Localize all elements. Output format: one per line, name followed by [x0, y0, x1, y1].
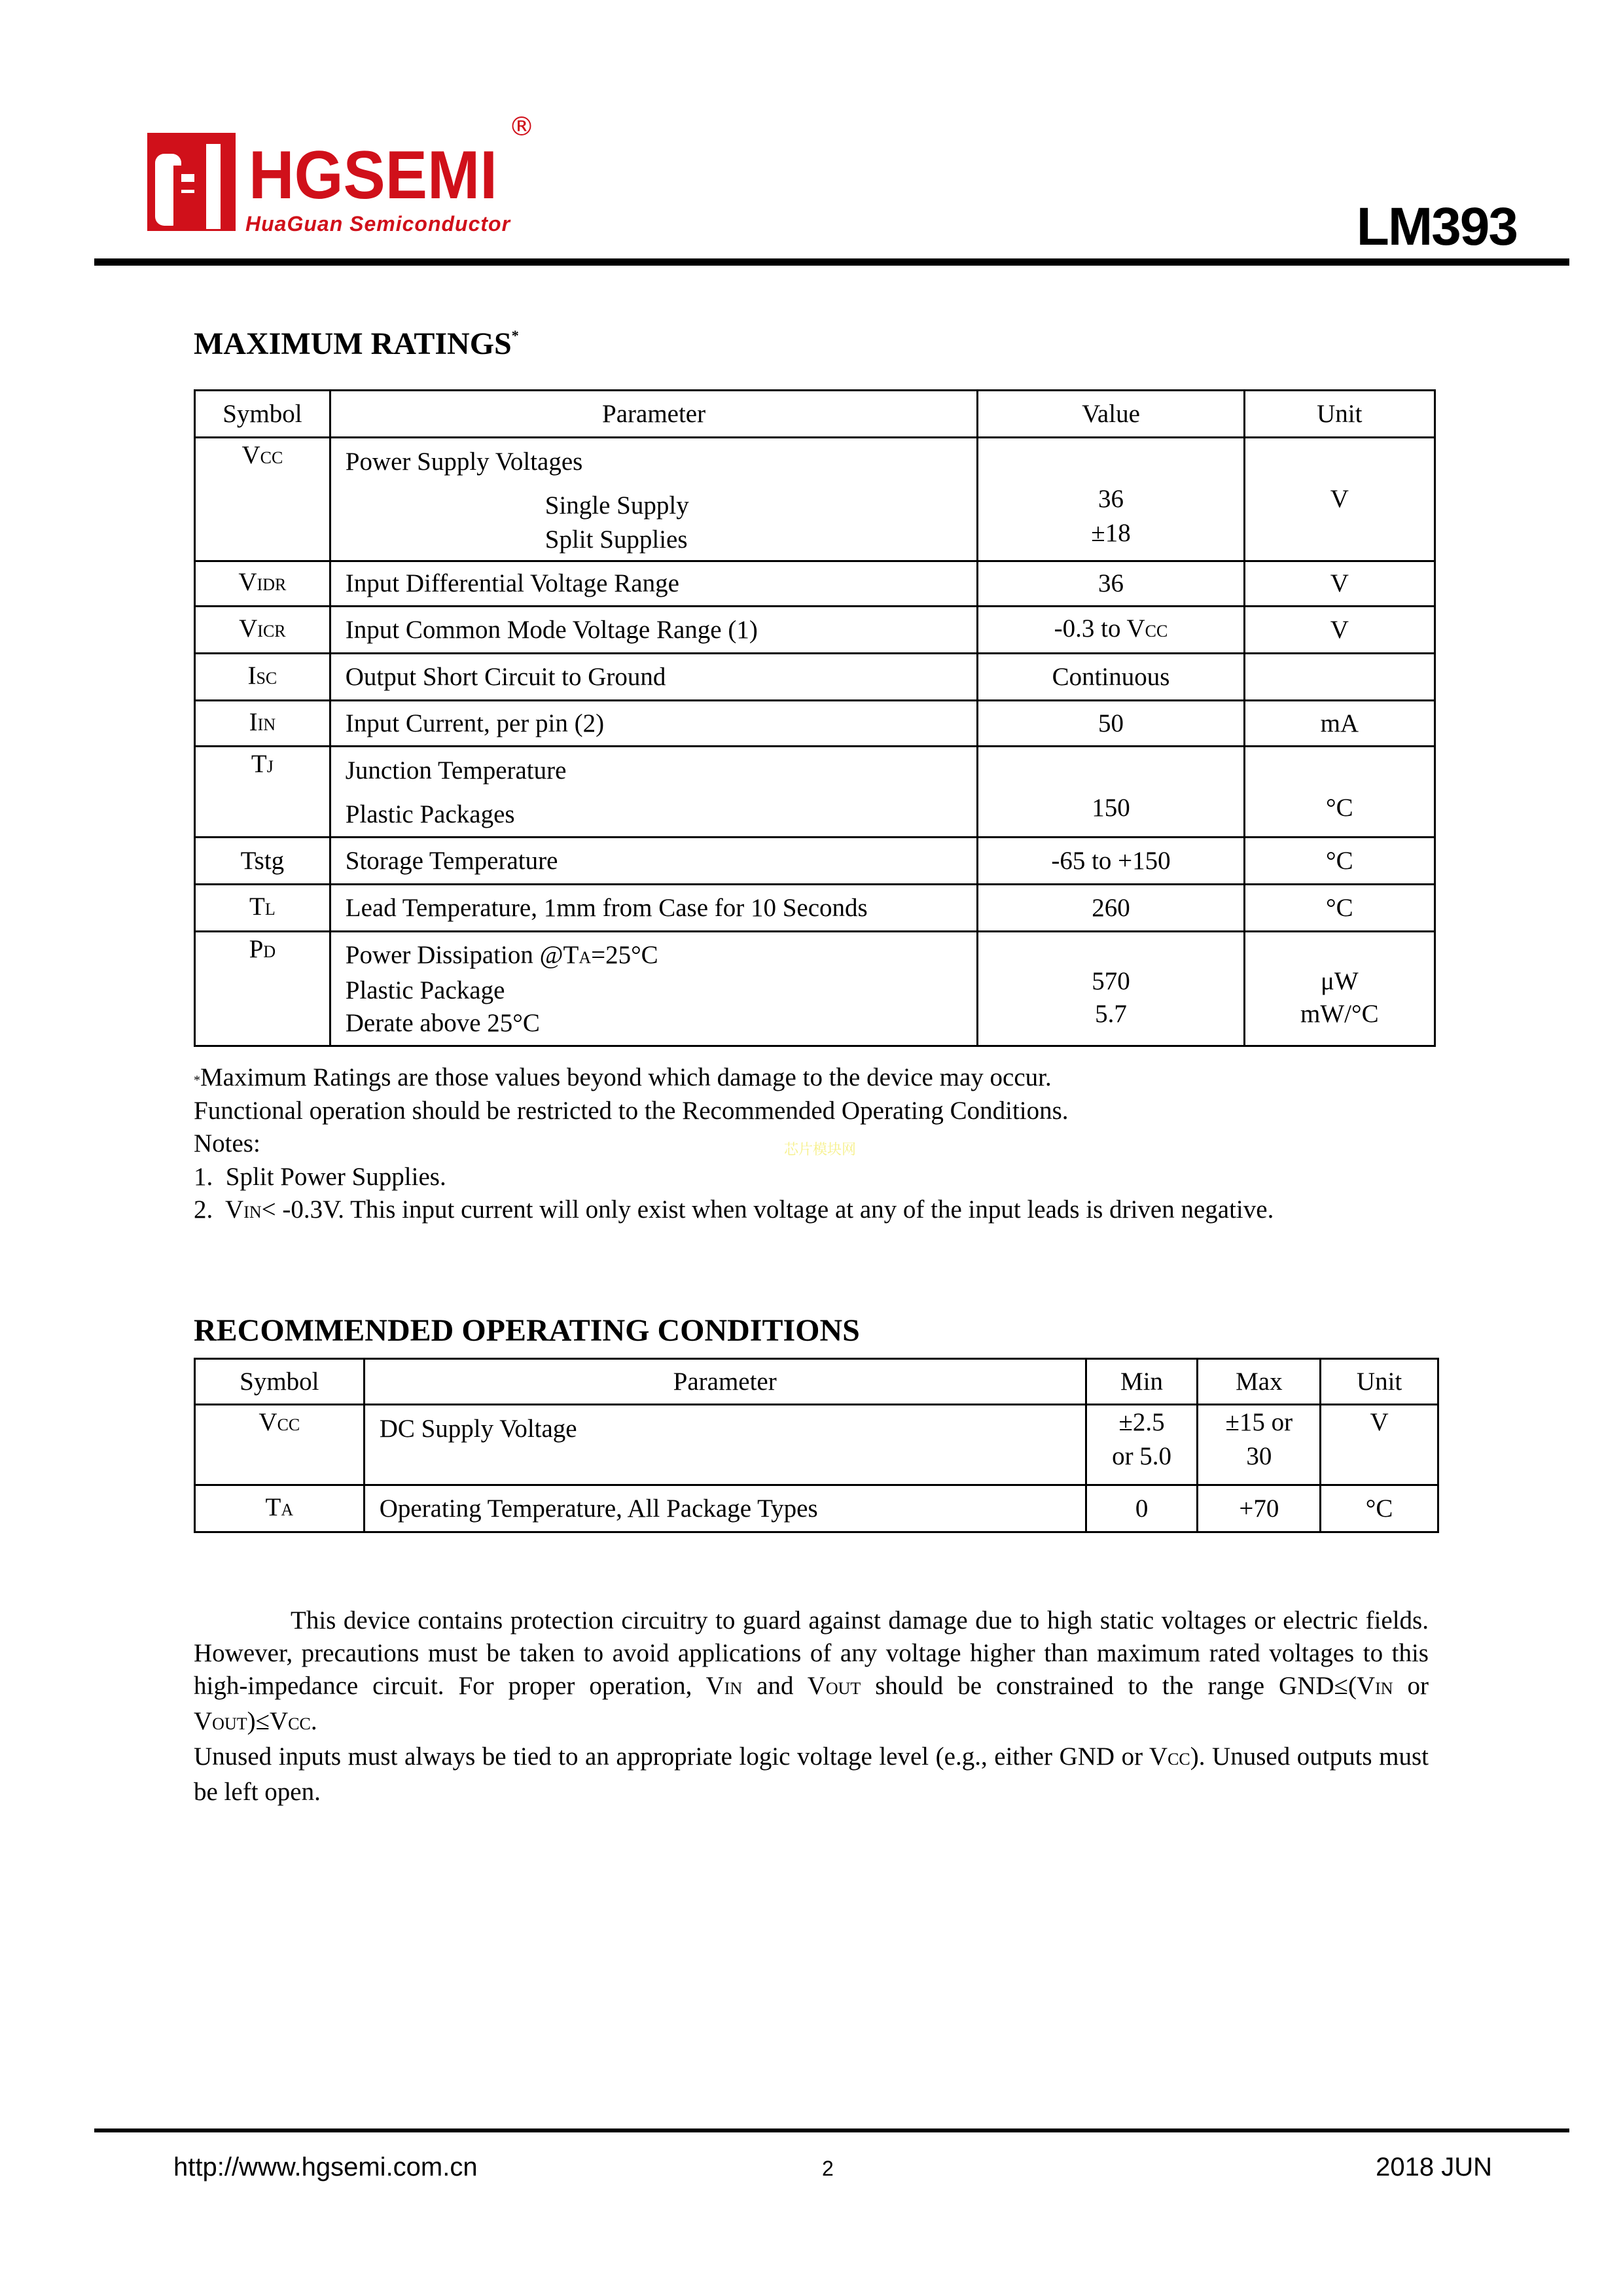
paragraph-unused-io — [194, 1740, 1429, 1809]
paragraph-text: . — [310, 1707, 317, 1735]
parameter-cell: Output Short Circuit to Ground — [330, 654, 978, 701]
paragraph-text: )≤V — [247, 1707, 289, 1735]
unit-cell: °C — [1321, 1485, 1438, 1532]
unit-cell: °C — [1244, 747, 1435, 838]
max-cell: +70 — [1198, 1485, 1321, 1532]
table-row — [195, 838, 1435, 885]
table-row — [195, 1485, 1438, 1532]
value-cell: 260 — [978, 885, 1244, 932]
paragraph-text: Unused inputs must always be tied to an appropriate logic voltage level (e.g., either GND or V — [194, 1742, 1168, 1771]
subscript-text: OUT — [825, 1679, 861, 1698]
table-row — [195, 654, 1435, 701]
unit-cell: °C — [1244, 838, 1435, 885]
parameter-cell: Power Dissipation @TA=25°C Plastic Package Derate above 25°C — [330, 932, 978, 1046]
footer-url[interactable]: http://www.hgsemi.com.cn — [173, 2153, 478, 2181]
symbol-cell: VICR — [195, 607, 330, 654]
table-row — [195, 885, 1435, 932]
table-header-row — [195, 1359, 1438, 1405]
subscript-text: IN — [724, 1679, 743, 1698]
part-number: LM393 — [1356, 197, 1517, 256]
footnote: Functional operation should be restricted to the Recommended Operating Conditions. — [194, 1096, 1069, 1125]
value-cell: -65 to +150 — [978, 838, 1244, 885]
value-cell: 150 — [978, 747, 1244, 838]
parameter-cell: DC Supply Voltage — [364, 1405, 1086, 1485]
parameter-cell: Input Common Mode Voltage Range (1) — [330, 607, 978, 654]
svg-text:HGSEMI: HGSEMI — [249, 137, 497, 213]
parameter-cell: Power Supply Voltages Single Supply Split Supplies — [330, 438, 978, 561]
column-header: Min — [1086, 1359, 1198, 1405]
value-cell: -0.3 to VCC — [978, 607, 1244, 654]
hgsemi-logo — [147, 115, 540, 239]
parameter-cell: Input Current, per pin (2) — [330, 701, 978, 747]
symbol-cell: VCC — [195, 1405, 365, 1485]
value-cell: 36 — [978, 561, 1244, 607]
value-cell: Continuous — [978, 654, 1244, 701]
unit-cell: V — [1321, 1405, 1438, 1485]
table-row — [195, 747, 1435, 838]
subscript-text: CC — [288, 1714, 311, 1733]
paragraph-text: and V — [742, 1672, 826, 1700]
page-number: 2 — [822, 2157, 834, 2180]
header-rule — [94, 258, 1569, 266]
unit-cell — [1244, 654, 1435, 701]
column-header: Unit — [1244, 391, 1435, 438]
parameter-cell: Junction Temperature Plastic Packages — [330, 747, 978, 838]
table-header-row — [195, 391, 1435, 438]
symbol-cell: TJ — [195, 747, 330, 838]
unit-cell: V — [1244, 438, 1435, 561]
table-row — [195, 1405, 1438, 1485]
symbol-cell: VCC — [195, 438, 330, 561]
parameter-cell: Operating Temperature, All Package Types — [364, 1485, 1086, 1532]
notes — [194, 1061, 1274, 1229]
recommended-title: RECOMMENDED OPERATING CONDITIONS — [194, 1313, 860, 1348]
parameter-cell: Input Differential Voltage Range — [330, 561, 978, 607]
note-1: 1. Split Power Supplies. — [194, 1162, 446, 1191]
symbol-cell: TL — [195, 885, 330, 932]
value-cell: 570 5.7 — [978, 932, 1244, 1046]
footnote: *Maximum Ratings are those values beyond which damage to the device may occur. — [194, 1063, 1052, 1091]
column-header: Unit — [1321, 1359, 1438, 1405]
svg-text:®: ® — [508, 115, 535, 142]
protection-notes — [194, 1604, 1429, 1809]
paragraph-protection — [194, 1604, 1429, 1740]
footer-rule — [94, 2128, 1569, 2132]
unit-cell: °C — [1244, 885, 1435, 932]
unit-cell: mA — [1244, 701, 1435, 747]
table-row — [195, 607, 1435, 654]
max-ratings-table — [194, 389, 1436, 1047]
value-cell: 36 ±18 — [978, 438, 1244, 561]
paragraph-text: ). Unused outputs must be left open. — [194, 1742, 1429, 1806]
parameter-cell: Lead Temperature, 1mm from Case for 10 Seconds — [330, 885, 978, 932]
notes-heading: Notes: — [194, 1129, 260, 1157]
table-row — [195, 561, 1435, 607]
recommended-table — [194, 1358, 1439, 1533]
symbol-cell: Tstg — [195, 838, 330, 885]
max-cell: ±15 or 30 — [1198, 1405, 1321, 1485]
subscript-text: OUT — [212, 1714, 247, 1733]
column-header: Value — [978, 391, 1244, 438]
svg-text:HuaGuan Semiconductor: HuaGuan Semiconductor — [245, 212, 511, 236]
symbol-cell: IIN — [195, 701, 330, 747]
paragraph-text: or V — [194, 1672, 1429, 1735]
subscript-text: CC — [1168, 1750, 1190, 1769]
value-cell: 50 — [978, 701, 1244, 747]
min-cell: ±2.5 or 5.0 — [1086, 1405, 1198, 1485]
note-2: 2. VIN< -0.3V. This input current will only exist when voltage at any of the input leads is driven negative. — [194, 1195, 1274, 1224]
subscript-text: IN — [1375, 1679, 1393, 1698]
table-row — [195, 701, 1435, 747]
column-header: Symbol — [195, 1359, 365, 1405]
column-header: Parameter — [330, 391, 978, 438]
symbol-cell: ISC — [195, 654, 330, 701]
column-header: Parameter — [364, 1359, 1086, 1405]
symbol-cell: TA — [195, 1485, 365, 1532]
min-cell: 0 — [1086, 1485, 1198, 1532]
table-row — [195, 438, 1435, 561]
footer-date: 2018 JUN — [1376, 2153, 1492, 2181]
parameter-cell: Storage Temperature — [330, 838, 978, 885]
unit-cell: V — [1244, 607, 1435, 654]
watermark: 芯片模块网 — [784, 1142, 857, 1158]
unit-cell: μW mW/°C — [1244, 932, 1435, 1046]
paragraph-text: This device contains protection circuitry to guard against damage due to high static voltages or electric fields. However, precautions must be taken to avoid applications of any voltage higher than maximum rated voltages to this high-impedance circuit. For proper operation, V — [194, 1606, 1429, 1700]
column-header: Symbol — [195, 391, 330, 438]
max-ratings-title: MAXIMUM RATINGS* — [194, 327, 519, 361]
unit-cell: V — [1244, 561, 1435, 607]
symbol-cell: PD — [195, 932, 330, 1046]
paragraph-text: should be constrained to the range GND≤(V — [861, 1672, 1376, 1700]
column-header: Max — [1198, 1359, 1321, 1405]
symbol-cell: VIDR — [195, 561, 330, 607]
table-row — [195, 932, 1435, 1046]
